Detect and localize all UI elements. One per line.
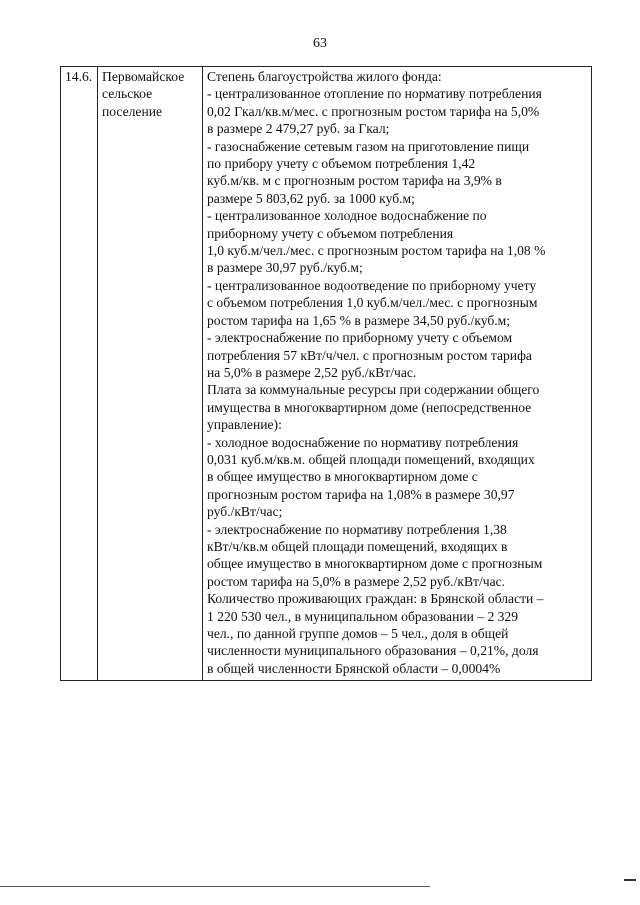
content-line: 0,02 Гкал/кв.м/мес. с прогнозным ростом тарифа на 5,0% (207, 103, 540, 119)
content-line: - централизованное холодное водоснабжение по (207, 208, 487, 224)
content-lines (207, 68, 587, 677)
content-line: руб./кВт/час; (207, 504, 283, 520)
settlement-name (98, 67, 203, 681)
content-line: - электроснабжение по приборному учету с объемом (207, 330, 513, 346)
content-line: кВт/ч/кв.м общей площади помещений, входящих в (207, 538, 508, 554)
content-line: 1,0 куб.м/чел./мес. с прогнозным ростом тарифа на 1,08 % (207, 243, 546, 259)
content-line: - холодное водоснабжение по нормативу потребления (207, 434, 519, 450)
content-line: в общей численности Брянской области – 0,0004% (207, 660, 501, 676)
content-line: в размере 2 479,27 руб. за Гкал; (207, 121, 390, 137)
content-line: размере 5 803,62 руб. за 1000 куб.м; (207, 190, 415, 206)
content-line: приборному учету с объемом потребления (207, 225, 454, 241)
content-line: Плата за коммунальные ресурсы при содержании общего (207, 382, 540, 398)
page-number: 63 (313, 36, 327, 51)
bottom-rule (0, 886, 430, 887)
content-line: по прибору учету с объемом потребления 1,42 (207, 156, 476, 172)
content-line: - газоснабжение сетевым газом на приготовление пищи (207, 138, 530, 154)
content-line: в общее имущество в многоквартирном доме с (207, 469, 478, 485)
content-line: 1 220 530 чел., в муниципальном образовании – 2 329 (207, 608, 519, 624)
edge-mark (624, 879, 636, 881)
content-line: на 5,0% в размере 2,52 руб./кВт/час. (207, 364, 417, 380)
settlement-name-line: сельское (102, 86, 153, 102)
content-line: - централизованное отопление по нормативу потребления (207, 86, 542, 102)
content-line: Степень благоустройства жилого фонда: (207, 69, 442, 84)
content-line: с объемом потребления 1,0 куб.м/чел./мес. с прогнозным (207, 295, 538, 311)
content-line: в размере 30,97 руб./куб.м; (207, 260, 363, 276)
row-number: 14.6. (61, 67, 98, 681)
content-line: 0,031 куб.м/кв.м. общей площади помещений, входящих (207, 451, 535, 467)
data-table (60, 66, 592, 681)
content-line: чел., по данной группе домов – 5 чел., доля в общей (207, 626, 509, 641)
table-row (61, 67, 592, 681)
settlement-name-line: Первомайское (102, 69, 185, 84)
content-line: куб.м/кв. м с прогнозным ростом тарифа на 3,9% в (207, 173, 502, 189)
content-line: Количество проживающих граждан: в Брянской области – (207, 591, 544, 607)
content-line: потребления 57 кВт/ч/чел. с прогнозным ростом тарифа (207, 347, 532, 363)
content-line: численности муниципального образования – 0,21%, доля (207, 643, 539, 659)
content-line: прогнозным ростом тарифа на 1,08% в размере 30,97 (207, 486, 515, 502)
settlement-name-lines (102, 68, 198, 120)
row-content (203, 67, 592, 681)
content-line: - электроснабжение по нормативу потребления 1,38 (207, 521, 507, 537)
content-line: управление): (207, 417, 282, 433)
content-line: общее имущество в многоквартирном доме с прогнозным (207, 556, 543, 572)
content-line: ростом тарифа на 5,0% в размере 2,52 руб./кВт/час. (207, 573, 506, 589)
content-line: имущества в многоквартирном доме (непосредственное (207, 399, 532, 415)
settlement-name-line: поселение (102, 103, 163, 119)
content-line: ростом тарифа на 1,65 % в размере 34,50 руб./куб.м; (207, 312, 511, 328)
content-line: - централизованное водоотведение по приборному учету (207, 277, 537, 293)
